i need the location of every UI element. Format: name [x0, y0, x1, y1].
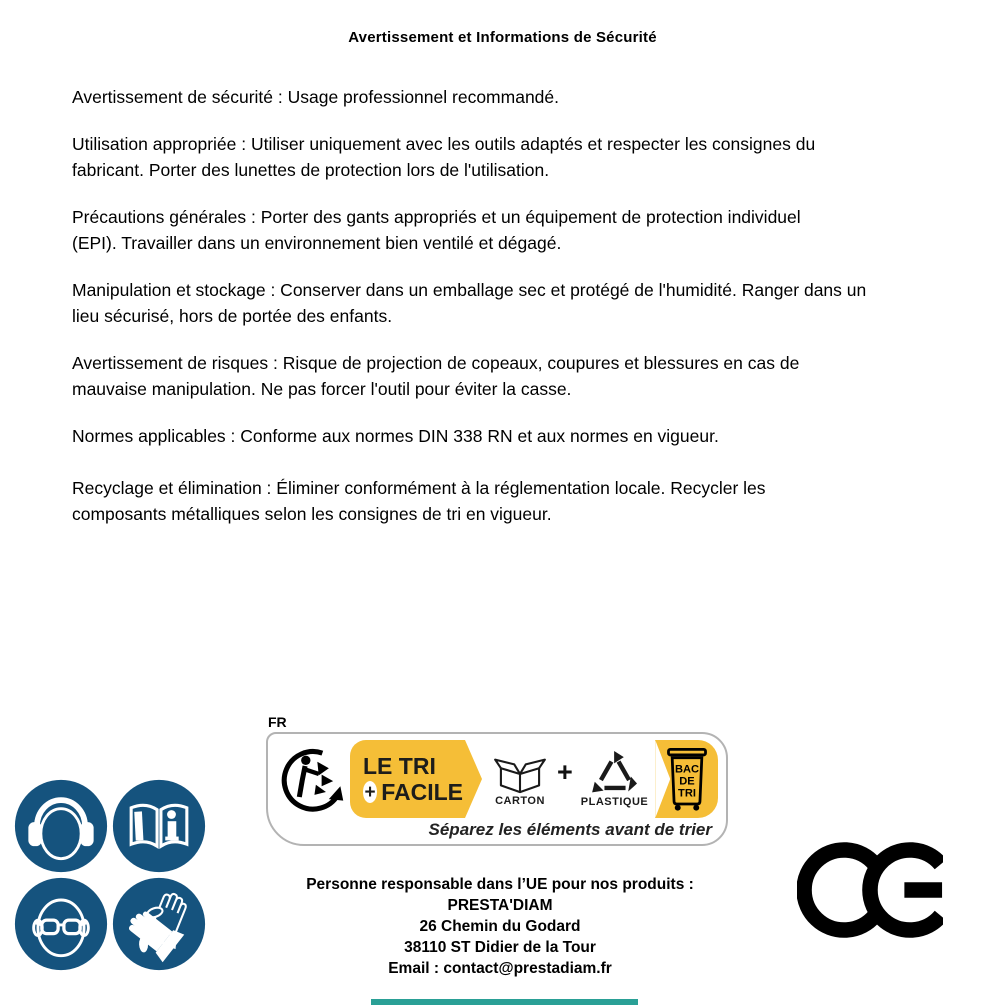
paragraph-recyclage: Recyclage et élimination : Éliminer conformément à la réglementation locale. Recycler les composants métalliques selon les consignes de tri en vigueur. [72, 478, 766, 524]
country-code-label: FR [268, 714, 287, 730]
recycle-triangle-icon [590, 751, 640, 795]
protective-gloves-icon [111, 876, 207, 972]
materials-plus-sign: + [557, 756, 573, 787]
eye-protection-icon [13, 876, 109, 972]
sorting-caption: Séparez les éléments avant de trier [428, 820, 712, 839]
ear-protection-icon [13, 778, 109, 874]
company-name: PRESTA'DIAM [447, 897, 553, 914]
paragraph-normes: Normes applicables : Conforme aux normes DIN 338 RN et aux normes en vigueur. [72, 426, 719, 446]
recycling-label [266, 714, 728, 846]
banner-line2: FACILE [381, 779, 463, 805]
paragraph-securite: Avertissement de sécurité : Usage professionnel recommandé. [72, 87, 560, 107]
paragraph-stockage: Manipulation et stockage : Conserver dans un emballage sec et protégé de l'humidité. Ranger dans un lieu sécurisé, hors de portée des enfants. [72, 280, 867, 326]
page-title: Avertissement et Informations de Sécurité [348, 29, 657, 46]
triman-icon [276, 740, 350, 818]
svg-text:BAC: BAC [674, 763, 699, 776]
carton-box-icon [491, 752, 549, 794]
mandatory-safety-icons [13, 778, 207, 972]
material-carton: CARTON [491, 752, 549, 807]
responsible-person-block [230, 874, 770, 979]
company-city: 38110 ST Didier de la Tour [404, 939, 596, 956]
bottom-teal-bar [371, 999, 638, 1005]
ce-mark-icon [797, 838, 943, 947]
company-street: 26 Chemin du Godard [419, 918, 581, 935]
responsible-intro: Personne responsable dans l’UE pour nos produits : [306, 876, 694, 893]
svg-text:TRI: TRI [677, 787, 696, 800]
company-email: Email : contact@prestadiam.fr [388, 960, 612, 977]
banner-arrow-tip [465, 740, 482, 818]
paragraph-precautions: Précautions générales : Porter des gants appropriés et un équipement de protection individuel (EPI). Travailler dans un environnement bien ventilé et dégagé. [72, 207, 801, 253]
info-tri-card [266, 732, 728, 846]
paragraph-utilisation: Utilisation appropriée : Utiliser uniquement avec les outils adaptés et respecter les consignes du fabricant. Porter des lunettes de protection lors de l'utilisation. [72, 134, 816, 180]
plus-circle-icon: + [364, 781, 376, 803]
material-plastique: PLASTIQUE [581, 751, 648, 808]
paragraph-risques: Avertissement de risques : Risque de projection de copeaux, coupures et blessures en cas de mauvaise manipulation. Ne pas forcer l'outil pour éviter la casse. [72, 353, 800, 399]
svg-text:DE: DE [678, 775, 695, 788]
sorting-bin-icon [662, 746, 712, 812]
banner-line1: LE TRI [363, 753, 436, 779]
bac-de-tri-block [655, 740, 718, 818]
read-manual-icon [111, 778, 207, 874]
tri-facile-banner [350, 740, 465, 818]
safety-text-body [72, 84, 997, 548]
